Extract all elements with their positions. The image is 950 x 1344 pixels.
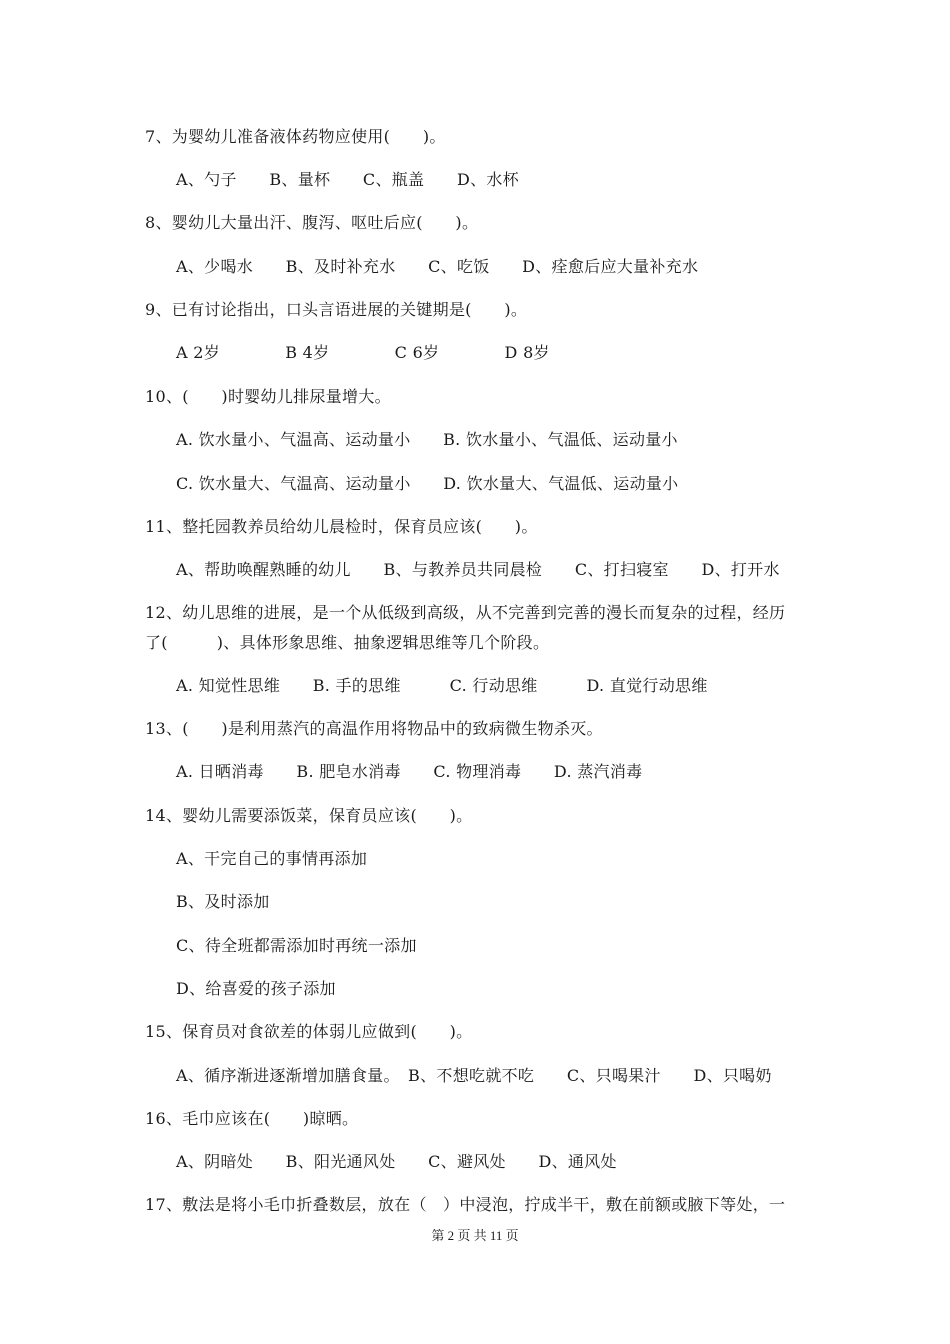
question-13-options: A. 日晒消毒 B. 肥皂水消毒 C. 物理消毒 D. 蒸汽消毒	[176, 762, 643, 781]
question-16: 16、毛巾应该在( )晾晒。	[145, 1109, 359, 1128]
question-11-options: A、帮助唤醒熟睡的幼儿 B、与教养员共同晨检 C、打扫寝室 D、打开水	[176, 560, 780, 579]
question-16-options: A、阴暗处 B、阳光通风处 C、避风处 D、通风处	[176, 1152, 617, 1171]
question-11: 11、整托园教养员给幼儿晨检时，保育员应该( )。	[145, 517, 538, 536]
question-12-line-2: 了( )、具体形象思维、抽象逻辑思维等几个阶段。	[145, 633, 550, 652]
question-10-options-row-2: C. 饮水量大、气温高、运动量小 D. 饮水量大、气温低、运动量小	[176, 474, 679, 493]
question-14-option-c: C、待全班都需添加时再统一添加	[176, 936, 417, 955]
question-15: 15、保育员对食欲差的体弱儿应做到( )。	[145, 1022, 473, 1041]
question-8-options: A、少喝水 B、及时补充水 C、吃饭 D、痊愈后应大量补充水	[176, 257, 699, 276]
question-15-options: A、循序渐进逐渐增加膳食量。 B、不想吃就不吃 C、只喝果汁 D、只喝奶	[176, 1066, 772, 1085]
question-14-option-d: D、给喜爱的孩子添加	[176, 979, 336, 998]
question-9-options: A 2岁 B 4岁 C 6岁 D 8岁	[176, 343, 550, 362]
question-14: 14、婴幼儿需要添饭菜，保育员应该( )。	[145, 806, 473, 825]
question-14-option-a: A、干完自己的事情再添加	[176, 849, 368, 868]
question-14-option-b: B、及时添加	[176, 892, 270, 911]
question-8: 8、婴幼儿大量出汗、腹泻、呕吐后应( )。	[145, 213, 479, 232]
question-12-line-1: 12、幼儿思维的进展，是一个从低级到高级，从不完善到完善的漫长而复杂的过程，经历	[145, 603, 786, 622]
question-13: 13、( )是利用蒸汽的高温作用将物品中的致病微生物杀灭。	[145, 719, 603, 738]
question-17: 17、敷法是将小毛巾折叠数层，放在（ ）中浸泡，拧成半干，敷在前额或腋下等处，一	[145, 1195, 786, 1214]
question-10-options-row-1: A. 饮水量小、气温高、运动量小 B. 饮水量小、气温低、运动量小	[176, 430, 678, 449]
question-12-options: A. 知觉性思维 B. 手的思维 C. 行动思维 D. 直觉行动思维	[176, 676, 708, 695]
question-7-options: A、勺子 B、量杯 C、瓶盖 D、水杯	[176, 170, 519, 189]
question-7: 7、为婴幼儿准备液体药物应使用( )。	[145, 127, 446, 146]
page-footer: 第 2 页 共 11 页	[431, 1228, 519, 1243]
question-10: 10、( )时婴幼儿排尿量增大。	[145, 387, 391, 406]
question-9: 9、已有讨论指出，口头言语进展的关键期是( )。	[145, 300, 528, 319]
